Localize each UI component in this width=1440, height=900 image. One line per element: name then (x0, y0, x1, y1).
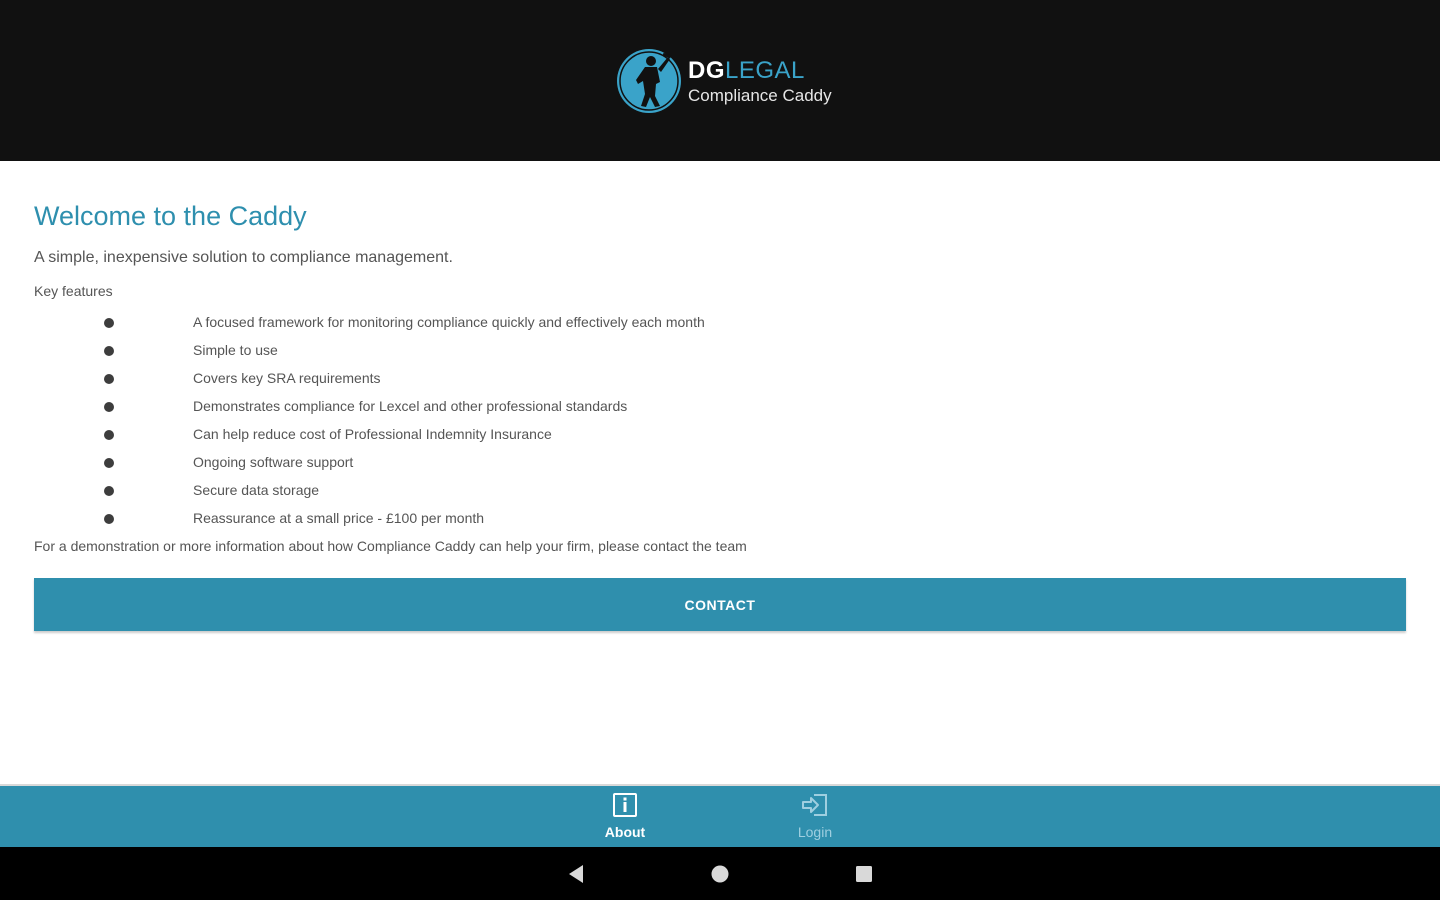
recents-square-icon[interactable] (851, 861, 877, 887)
feature-text: Covers key SRA requirements (193, 370, 381, 386)
list-item (34, 448, 1406, 476)
home-circle-icon[interactable] (707, 861, 733, 887)
logo-text (688, 56, 832, 105)
bottom-nav (0, 784, 1440, 847)
feature-text: Simple to use (193, 342, 278, 358)
logo-brand (688, 56, 832, 84)
dglegal-logo (616, 48, 832, 114)
bullet-icon (104, 402, 114, 412)
page-title: Welcome to the Caddy (34, 201, 307, 231)
features-list (34, 308, 1406, 532)
feature-text: Secure data storage (193, 482, 320, 498)
back-triangle-icon[interactable] (563, 861, 589, 887)
nav-label-login: Login (797, 824, 833, 840)
nav-label-about: About (604, 824, 646, 840)
list-item (34, 420, 1406, 448)
demo-text: For a demonstration or more information about how Compliance Caddy can help your firm, please contact the team (34, 538, 747, 554)
contact-button[interactable]: CONTACT (34, 578, 1406, 631)
bullet-icon (104, 346, 114, 356)
list-item (34, 364, 1406, 392)
intro-text: A simple, inexpensive solution to compliance management. (34, 249, 453, 266)
list-item (34, 504, 1406, 532)
features-label: Key features (34, 283, 113, 299)
feature-text: Can help reduce cost of Professional Indemnity Insurance (193, 426, 552, 442)
system-nav-bar (0, 847, 1440, 900)
nav-item-about[interactable] (565, 790, 685, 840)
nav-item-login[interactable] (755, 790, 875, 840)
feature-text: A focused framework for monitoring compliance quickly and effectively each month (193, 314, 705, 330)
logo-brand-legal: LEGAL (725, 56, 805, 84)
app-header (0, 0, 1440, 161)
logo-subtitle: Compliance Caddy (688, 85, 832, 105)
about-content (34, 162, 1406, 631)
bullet-icon (104, 318, 114, 328)
list-item (34, 336, 1406, 364)
bullet-icon (104, 514, 114, 524)
feature-text: Demonstrates compliance for Lexcel and other professional standards (193, 398, 628, 414)
bullet-icon (104, 458, 114, 468)
list-item (34, 392, 1406, 420)
bullet-icon (104, 486, 114, 496)
login-icon (800, 790, 830, 820)
list-item (34, 476, 1406, 504)
logo-brand-dg: DG (688, 56, 725, 84)
bullet-icon (104, 430, 114, 440)
bullet-icon (104, 374, 114, 384)
feature-text: Ongoing software support (193, 454, 354, 470)
info-icon (610, 790, 640, 820)
feature-text: Reassurance at a small price - £100 per month (193, 510, 485, 526)
list-item (34, 308, 1406, 336)
golfer-icon (616, 48, 682, 114)
